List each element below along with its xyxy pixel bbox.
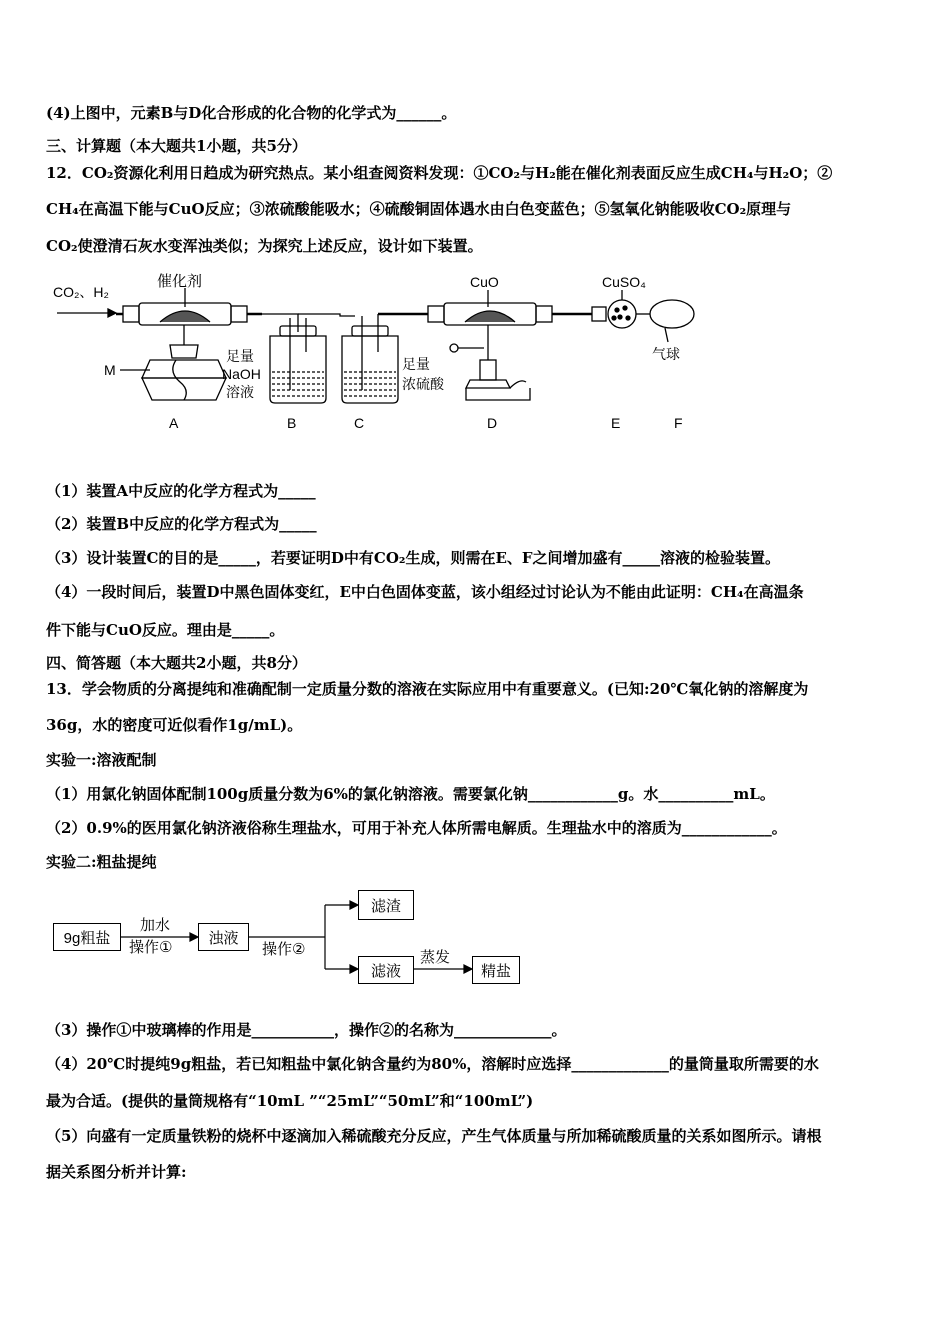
q12-part4-line1: （4）一段时间后，装置D中黑色固体变红，E中白色固体变蓝，该小组经过讨论认为不能由此证明：CH₄在高温条: [46, 583, 804, 601]
flow-diagram: [0, 880, 950, 990]
cuso4-label: CuSO₄: [602, 274, 646, 290]
flow-filtrate-box: 滤液: [358, 956, 414, 984]
apparatus-diagram: [0, 260, 950, 440]
naoh-label-1: 足量: [226, 348, 254, 364]
q13-part1: （1）用氯化钠固体配制100g质量分数为6%的氯化钠溶液。需要氯化钠____________g。水__________mL。: [46, 785, 775, 803]
q12-stem-line1: 12．CO₂资源化利用日趋成为研究热点。某小组查阅资料发现：①CO₂与H₂能在催化剂表面反应生成CH₄与H₂O；②: [46, 164, 833, 182]
q12-stem-line2: CH₄在高温下能与CuO反应；③浓硫酸能吸水；④硫酸铜固体遇水由白色变蓝色；⑤氢氧化钠能吸收CO₂原理与: [46, 200, 792, 218]
q12-part2: （2）装置B中反应的化学方程式为_____: [46, 515, 317, 533]
q13-part4-line2: 最为合适。(提供的量筒规格有“10mL ”“25mL”“50mL”和“100mL”): [46, 1092, 534, 1110]
flow-residue-box: 滤渣: [358, 890, 414, 920]
q13-part5-line2: 据关系图分析并计算:: [46, 1163, 187, 1181]
cuo-label: CuO: [470, 274, 499, 290]
q13-part4-line1: （4）20℃时提纯9g粗盐，若已知粗盐中氯化钠含量约为80%，溶解时应选择_____________的量筒量取所需要的水: [46, 1055, 819, 1073]
catalyst-label: 催化剂: [157, 273, 203, 290]
letter-b: B: [287, 415, 297, 431]
q13-stem-line2: 36g，水的密度可近似看作1g/mL)。: [46, 716, 303, 734]
q12-part1: （1）装置A中反应的化学方程式为_____: [46, 482, 316, 500]
q13-part5-line1: （5）向盛有一定质量铁粉的烧杯中逐滴加入稀硫酸充分反应，产生气体质量与所加稀硫酸质量的关系如图所示。请根: [46, 1127, 822, 1145]
flow-start-box: 9g粗盐: [53, 923, 121, 951]
letter-a: A: [169, 415, 179, 431]
q12-part3: （3）设计装置C的目的是_____，若要证明D中有CO₂生成，则需在E、F之间增加盛有_____溶液的检验装置。: [46, 549, 781, 567]
letter-d: D: [487, 415, 498, 431]
balloon-label: 气球: [652, 346, 680, 362]
letter-e: E: [611, 415, 621, 431]
letter-c: C: [354, 415, 365, 431]
q13-part3: （3）操作①中玻璃棒的作用是___________，操作②的名称为_____________。: [46, 1021, 567, 1039]
q12-stem-line3: CO₂使澄清石灰水变浑浊类似；为探究上述反应，设计如下装置。: [46, 237, 483, 255]
burner-label: M: [104, 362, 116, 378]
inlet-label: CO₂、H₂: [53, 284, 109, 300]
q13-exp2: 实验二:粗盐提纯: [46, 853, 157, 871]
q13-stem-line1: 13．学会物质的分离提纯和准确配制一定质量分数的溶液在实际应用中有重要意义。(已知:20℃氧化钠的溶解度为: [46, 680, 809, 698]
naoh-label-3: 溶液: [226, 384, 254, 400]
q12-part4-line2: 件下能与CuO反应。理由是_____。: [46, 621, 285, 639]
naoh-label-2: NaOH: [222, 366, 261, 382]
flow-step2: 操作②: [262, 941, 306, 958]
section4-heading: 四、简答题（本大题共2小题，共8分）: [46, 654, 307, 672]
flow-step1-top: 加水: [140, 917, 171, 934]
section3-heading: 三、计算题（本大题共1小题，共5分）: [46, 137, 307, 155]
q13-part2: （2）0.9%的医用氯化钠济液俗称生理盐水，可用于补充人体所需电解质。生理盐水中的溶质为____________。: [46, 819, 787, 837]
acid-label-2: 浓硫酸: [402, 376, 444, 392]
flow-turbid-box: 浊液: [198, 923, 249, 951]
q11-part4: (4)上图中，元素B与D化合形成的化合物的化学式为______。: [46, 104, 457, 122]
flow-step1-bottom: 操作①: [129, 939, 173, 956]
q13-exp1: 实验一:溶液配制: [46, 751, 157, 769]
flow-product-box: 精盐: [472, 956, 520, 984]
acid-label-1: 足量: [402, 356, 430, 372]
letter-f: F: [674, 415, 683, 431]
flow-evaporate: 蒸发: [420, 949, 451, 966]
